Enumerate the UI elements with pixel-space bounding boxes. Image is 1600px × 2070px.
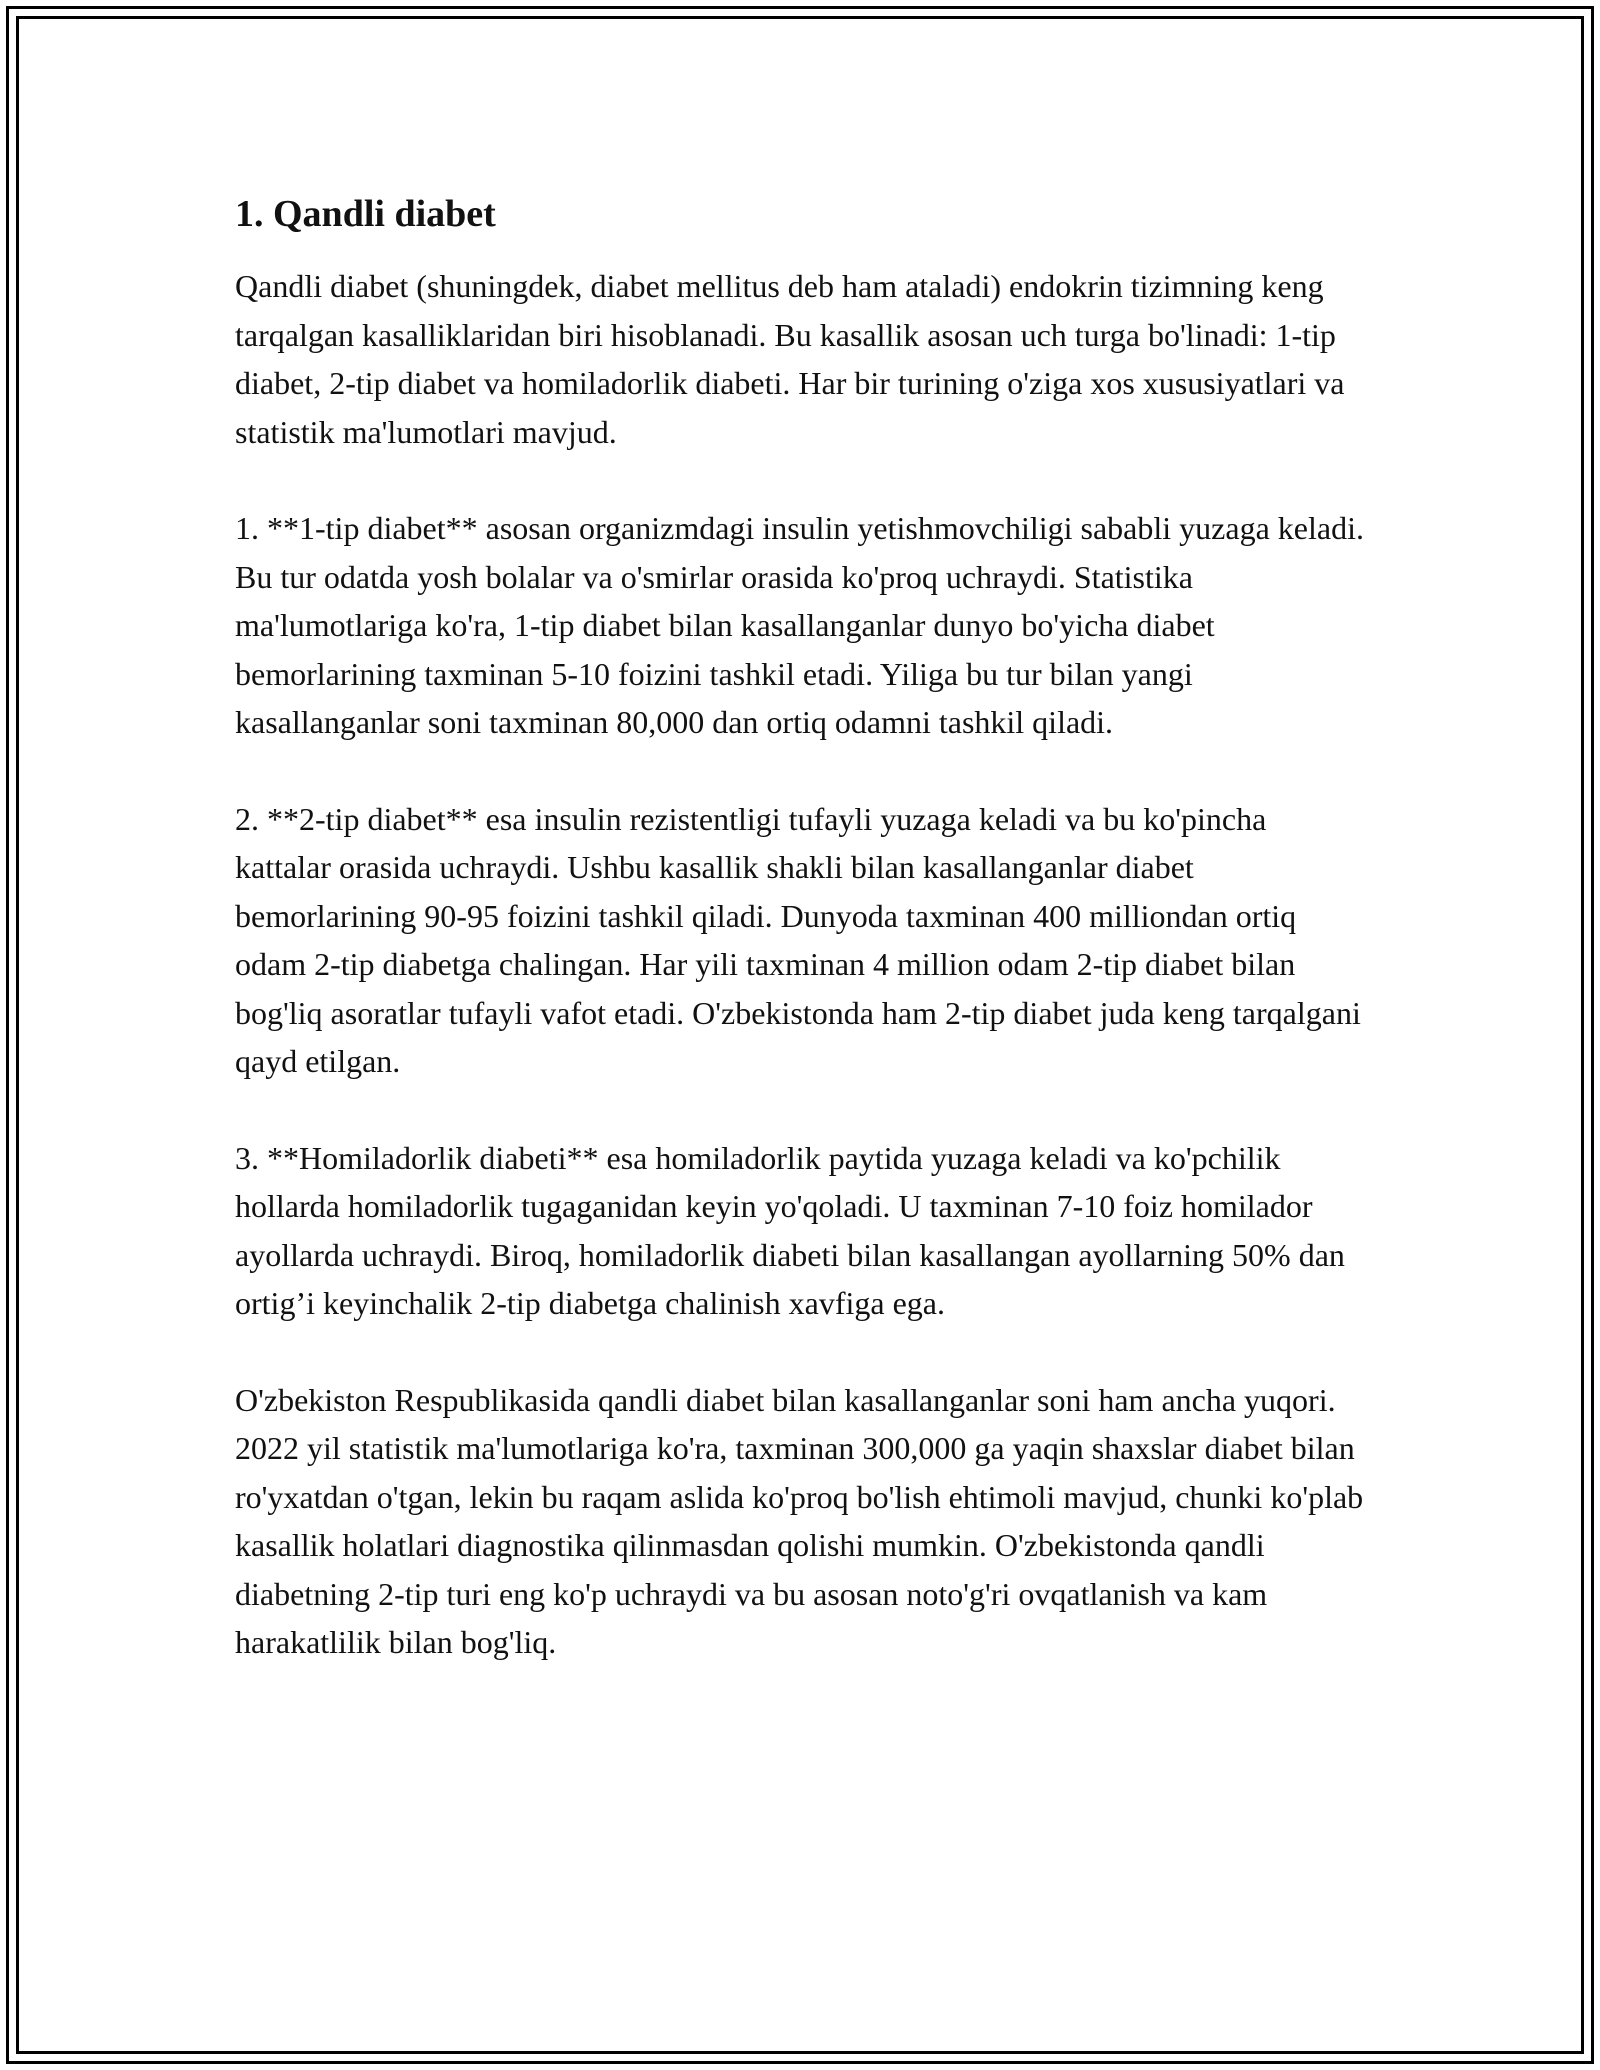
section-heading: 1. Qandli diabet bbox=[235, 193, 496, 235]
gestational-diabetes-paragraph: 3. **Homiladorlik diabeti** esa homiladorlik paytida yuzaga keladi va ko'pchilik hollarda homiladorlik tugaganidan keyin yo'qoladi. U taxminan 7-10 foiz homilador ayollarda uchraydi. Biroq, homiladorlik diabeti bilan kasallangan ayollarning 50% dan ortig’i keyinchalik 2-tip diabetga chalinish xavfiga ega. bbox=[235, 1139, 1345, 1321]
document-body bbox=[235, 186, 1370, 1715]
type-1-diabetes-paragraph: 1. **1-tip diabet** asosan organizmdagi insulin yetishmovchiligi sababli yuzaga keladi. Bu tur odatda yosh bolalar va o'smirlar orasida ko'proq uchraydi. Statistika ma'lumotlariga ko'ra, 1-tip diabet bilan kasallanganlar dunyo bo'yicha diabet bemorlarining taxminan 5-10 foizini tashkil etadi. Yiliga bu tur bilan yangi kasallanganlar soni taxminan 80,000 dan ortiq odamni tashkil qiladi. bbox=[235, 510, 1364, 740]
uzbekistan-statistics-paragraph: O'zbekiston Respublikasida qandli diabet bilan kasallanganlar soni ham ancha yuqori. 2022 yil statistik ma'lumotlariga ko'ra, taxminan 300,000 ga yaqin shaxslar diabet bilan ro'yxatdan o'tgan, lekin bu raqam aslida ko'proq bo'lish ehtimoli mavjud, chunki ko'plab kasallik holatlari diagnostika qilinmasdan qolishi mumkin. O'zbekistonda qandli diabetning 2-tip turi eng ko'p uchraydi va bu asosan noto'g'ri ovqatlanish va kam harakatlilik bilan bog'liq. bbox=[235, 1381, 1364, 1660]
intro-paragraph: Qandli diabet (shuningdek, diabet mellitus deb ham ataladi) endokrin tizimning keng tarqalgan kasalliklaridan biri hisoblanadi. Bu kasallik asosan uch turga bo'linadi: 1-tip diabet, 2-tip diabet va homiladorlik diabeti. Har bir turining o'ziga xos xususiyatlari va statistik ma'lumotlari mavjud. bbox=[235, 268, 1345, 450]
type-2-diabetes-paragraph: 2. **2-tip diabet** esa insulin rezistentligi tufayli yuzaga keladi va bu ko'pincha kattalar orasida uchraydi. Ushbu kasallik shakli bilan kasallanganlar diabet bemorlarining 90-95 foizini tashkil qiladi. Dunyoda taxminan 400 milliondan ortiq odam 2-tip diabetga chalingan. Har yili taxminan 4 million odam 2-tip diabet bilan bog'liq asoratlar tufayli vafot etadi. O'zbekistonda ham 2-tip diabet juda keng tarqalgani qayd etilgan. bbox=[235, 800, 1361, 1079]
